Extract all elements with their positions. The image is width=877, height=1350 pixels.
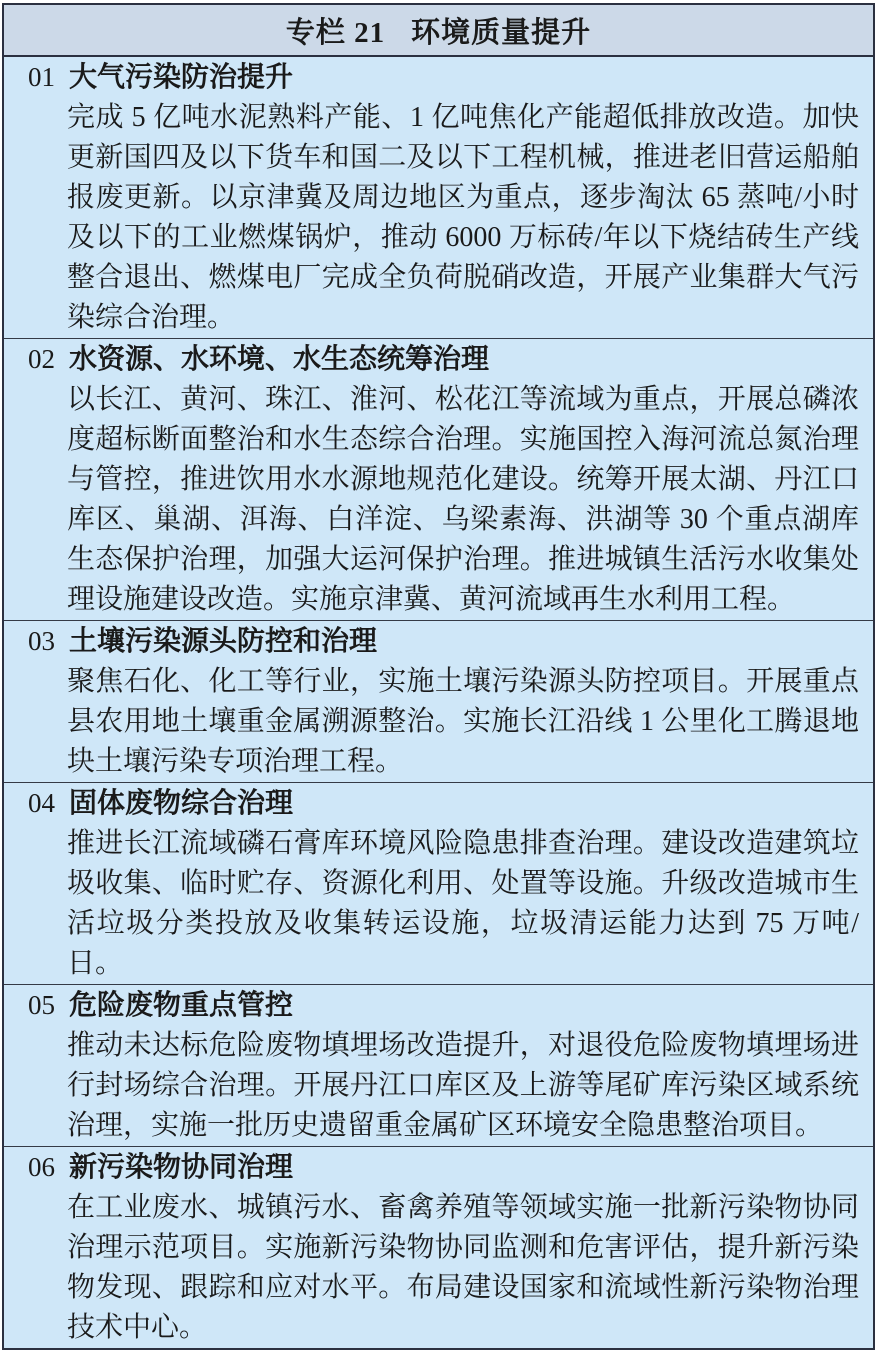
section-head <box>4 621 873 662</box>
section-06 <box>4 1147 873 1348</box>
section-05 <box>4 985 873 1147</box>
section-02 <box>4 339 873 621</box>
section-head <box>4 985 873 1026</box>
section-04 <box>4 783 873 985</box>
section-heading: 土壤污染源头防控和治理 <box>69 626 378 657</box>
section-body: 推进长江流域磷石膏库环境风险隐患排查治理。建设改造建筑垃圾收集、临时贮存、资源化利用、处置等设施。升级改造城市生活垃圾分类投放及收集转运设施，垃圾清运能力达到 75 万吨/日。 <box>67 828 859 979</box>
section-body: 在工业废水、城镇污水、畜禽养殖等领域实施一批新污染物协同治理示范项目。实施新污染物协同监测和危害评估，提升新污染物发现、跟踪和应对水平。布局建设国家和流域性新污染物治理技术中心。 <box>67 1192 859 1343</box>
section-number: 06 <box>28 1152 55 1182</box>
section-head <box>4 57 873 98</box>
section-head <box>4 1147 873 1188</box>
section-heading: 危险废物重点管控 <box>69 990 294 1021</box>
section-heading: 固体废物综合治理 <box>69 788 294 819</box>
section-number: 01 <box>28 62 55 92</box>
section-body: 以长江、黄河、珠江、淮河、松花江等流域为重点，开展总磷浓度超标断面整治和水生态综合治理。实施国控入海河流总氮治理与管控，推进饮用水水源地规范化建设。统筹开展太湖、丹江口库区、巢湖、洱海、白洋淀、乌梁素海、洪湖等 30 个重点湖库生态保护治理，加强大运河保护治理。推进城镇生活污水收集处理设施建设改造。实施京津冀、黄河流域再生水利用工程。 <box>67 384 859 615</box>
section-heading: 大气污染防治提升 <box>69 62 294 93</box>
section-01 <box>4 57 873 339</box>
section-heading: 新污染物协同治理 <box>69 1152 294 1183</box>
section-body: 聚焦石化、化工等行业，实施土壤污染源头防控项目。开展重点县农用地土壤重金属溯源整治。实施长江沿线 1 公里化工腾退地块土壤污染专项治理工程。 <box>67 666 859 777</box>
panel-box-label: 专栏 21 <box>285 16 386 49</box>
section-number: 03 <box>28 626 55 656</box>
section-head <box>4 783 873 824</box>
section-number: 05 <box>28 990 55 1020</box>
section-head <box>4 339 873 380</box>
section-heading: 水资源、水环境、水生态统筹治理 <box>69 344 490 375</box>
section-body: 完成 5 亿吨水泥熟料产能、1 亿吨焦化产能超低排放改造。加快更新国四及以下货车和国二及以下工程机械，推进老旧营运船舶报废更新。以京津冀及周边地区为重点，逐步淘汰 65 蒸吨/小时及以下的工业燃煤锅炉，推动 6000 万标砖/年以下烧结砖生产线整合退出、燃煤电厂完成全负荷脱硝改造，开展产业集群大气污染综合治理。 <box>67 102 859 333</box>
panel-box <box>2 3 875 1350</box>
section-number: 02 <box>28 344 55 374</box>
section-03 <box>4 621 873 783</box>
section-number: 04 <box>28 788 55 818</box>
panel-title-bar <box>4 5 873 57</box>
page-title: 环境质量提升 <box>411 16 592 49</box>
section-body: 推动未达标危险废物填埋场改造提升，对退役危险废物填埋场进行封场综合治理。开展丹江口库区及上游等尾矿库污染区域系统治理，实施一批历史遗留重金属矿区环境安全隐患整治项目。 <box>67 1030 859 1141</box>
